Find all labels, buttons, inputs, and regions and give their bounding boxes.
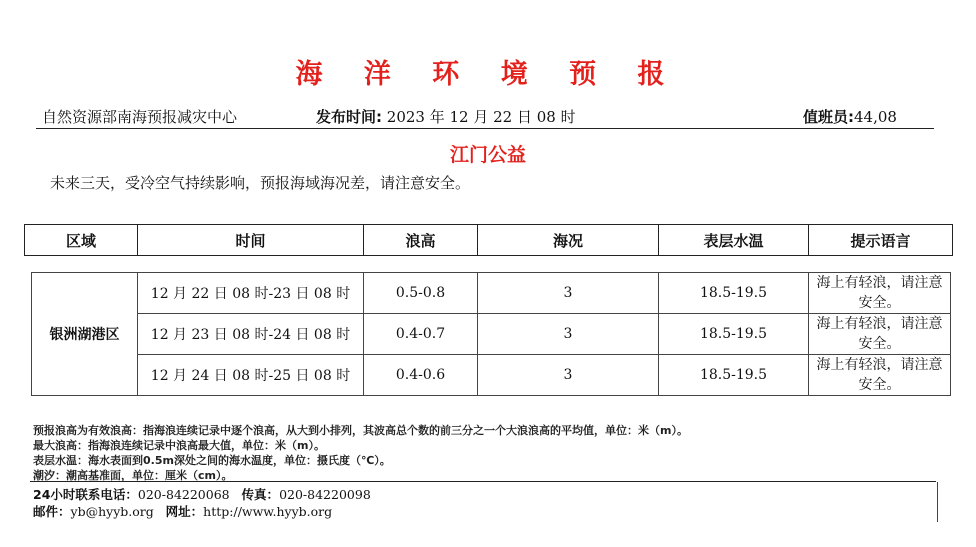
forecast-table-header <box>24 224 953 256</box>
publish-time-value: 2023 年 12 月 22 日 08 时 <box>386 108 576 126</box>
publish-time <box>316 106 576 127</box>
note-tide: 潮汐：潮高基准面，单位：厘米（cm）。 <box>33 469 233 482</box>
temp-cell: 18.5-19.5 <box>659 314 809 355</box>
note-water-temp: 表层水温：海水表面到0.5m深处之间的海水温度，单位：摄氏度（℃）。 <box>33 454 391 467</box>
col-sea-state: 海况 <box>478 225 659 256</box>
email-label: 邮件： <box>33 504 71 519</box>
web-line <box>33 502 332 520</box>
page-title: 海 洋 环 境 预 报 <box>295 59 681 90</box>
sea-state-cell: 3 <box>478 273 659 314</box>
tip-cell: 海上有轻浪，请注意安全。 <box>809 355 951 396</box>
hotline-number: 020-84220068 <box>137 487 230 502</box>
footer-divider <box>30 481 936 482</box>
temp-cell: 18.5-19.5 <box>659 273 809 314</box>
note-max-wave: 最大浪高：指海浪连续记录中浪高最大值，单位：米（m）。 <box>33 439 325 452</box>
region-cell: 银洲湖港区 <box>32 273 138 396</box>
table-row <box>32 314 951 355</box>
web-label: 网址： <box>165 504 204 519</box>
duty-officer <box>803 106 897 127</box>
col-tips: 提示语言 <box>809 225 953 256</box>
tip-cell: 海上有轻浪，请注意安全。 <box>809 314 951 355</box>
location-title: 江门公益 <box>449 144 526 166</box>
duty-label: 值班员: <box>803 108 854 126</box>
duty-value: 44,08 <box>854 108 897 126</box>
tip-cell: 海上有轻浪，请注意安全。 <box>809 273 951 314</box>
time-cell: 12 月 24 日 08 时-25 日 08 时 <box>138 355 364 396</box>
publish-time-label: 发布时间: <box>316 108 382 126</box>
fax-number: 020-84220098 <box>279 487 371 502</box>
col-time: 时间 <box>138 225 364 256</box>
forecast-summary: 未来三天，受冷空气持续影响，预报海域海况差，请注意安全。 <box>50 174 471 192</box>
sea-state-cell: 3 <box>478 355 659 396</box>
sea-state-cell: 3 <box>478 314 659 355</box>
col-wave: 浪高 <box>364 225 478 256</box>
table-row <box>32 273 951 314</box>
col-water-temp: 表层水温 <box>659 225 809 256</box>
footer-edge-line <box>937 482 938 522</box>
forecast-table <box>31 272 951 396</box>
wave-cell: 0.5-0.8 <box>364 273 478 314</box>
col-region: 区域 <box>25 225 138 256</box>
header-divider <box>36 128 934 129</box>
issuer: 自然资源部南海预报减灾中心 <box>42 108 238 126</box>
fax-label: 传真： <box>241 487 280 502</box>
wave-cell: 0.4-0.7 <box>364 314 478 355</box>
wave-cell: 0.4-0.6 <box>364 355 478 396</box>
email-link[interactable]: yb@hyyb.org <box>70 504 154 519</box>
hotline-label: 24小时联系电话： <box>33 487 138 502</box>
note-wave-height: 预报浪高为有效浪高：指海浪连续记录中逐个浪高，从大到小排列，其波高总个数的前三分之一个大浪浪高的平均值，单位：米（m）。 <box>33 424 688 437</box>
contact-line <box>33 485 371 503</box>
time-cell: 12 月 23 日 08 时-24 日 08 时 <box>138 314 364 355</box>
table-row <box>32 355 951 396</box>
website-link[interactable]: http://www.hyyb.org <box>203 504 333 519</box>
temp-cell: 18.5-19.5 <box>659 355 809 396</box>
time-cell: 12 月 22 日 08 时-23 日 08 时 <box>138 273 364 314</box>
